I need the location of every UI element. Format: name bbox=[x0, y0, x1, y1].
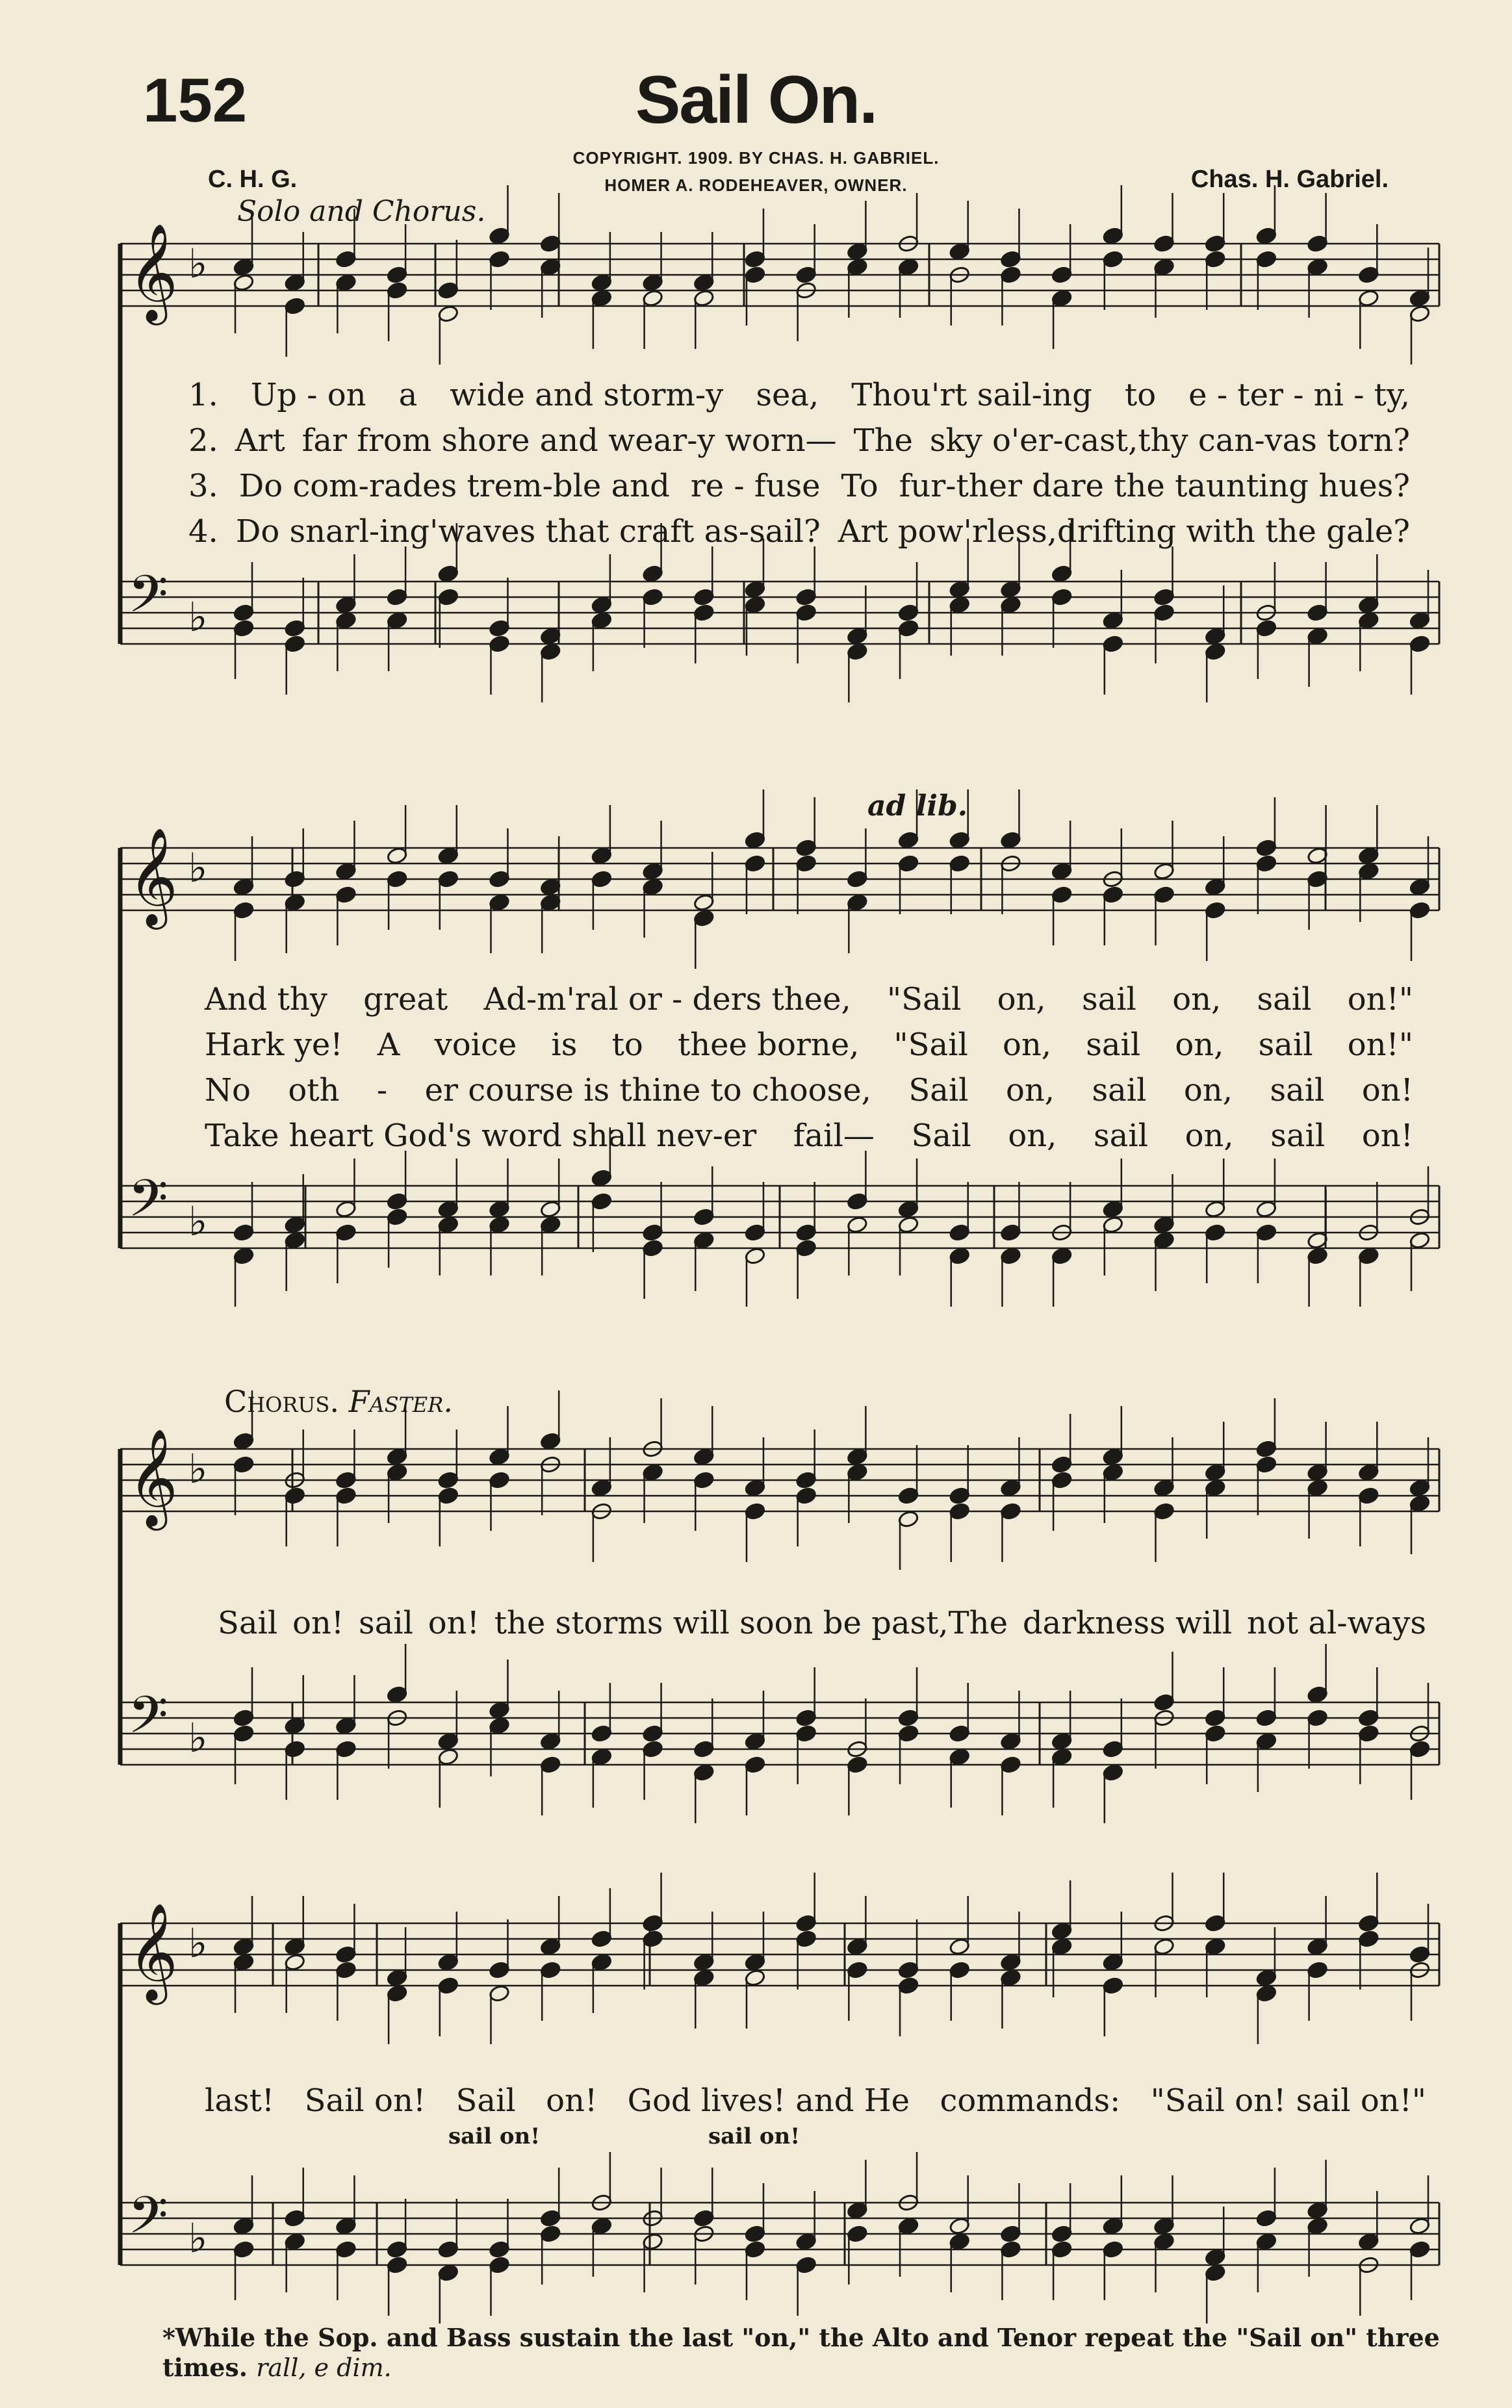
lyric-word: on, bbox=[1183, 1072, 1233, 1108]
verse-line bbox=[205, 1118, 1413, 1154]
lyric-word: er course is thine to choose, bbox=[424, 1072, 871, 1108]
lyric-word: sail bbox=[1092, 1072, 1147, 1108]
lyric-word: on, bbox=[1008, 1118, 1057, 1154]
lyric-word: on! bbox=[292, 1605, 344, 1641]
chorus-lyrics-line2 bbox=[205, 2082, 1426, 2119]
lyric-word: sea, bbox=[756, 377, 819, 413]
lyric-word: 2. bbox=[188, 422, 218, 459]
lyric-word: to bbox=[611, 1027, 643, 1063]
lyric-word: re - fuse bbox=[690, 468, 821, 504]
lyric-word: darkness will bbox=[1022, 1605, 1233, 1641]
svg-text:♭: ♭ bbox=[188, 844, 208, 891]
chorus-label: Chorus. bbox=[224, 1384, 339, 1419]
svg-text:♭: ♭ bbox=[188, 240, 208, 287]
svg-text:𝄢: 𝄢 bbox=[128, 564, 168, 637]
owner-line: HOMER A. RODEHEAVER, OWNER. bbox=[604, 175, 908, 195]
lyric-word: To bbox=[841, 468, 878, 504]
lyric-word: Sail bbox=[218, 1605, 278, 1641]
svg-text:♭: ♭ bbox=[188, 1198, 208, 1245]
lyric-word: sail bbox=[1257, 981, 1312, 1018]
lyric-word: Sail on! bbox=[304, 2082, 426, 2119]
svg-text:𝄞: 𝄞 bbox=[128, 1428, 178, 1526]
lyricist-credit: C. H. G. bbox=[208, 166, 298, 193]
lyric-word: Sail bbox=[911, 1118, 971, 1154]
lyric-word: on!" bbox=[1347, 1027, 1413, 1063]
lyric-word: 3. bbox=[188, 468, 218, 504]
page-number: 152 bbox=[143, 66, 248, 135]
chorus-echo-1: sail on! bbox=[448, 2123, 541, 2149]
lyric-word: God lives! and He bbox=[627, 2082, 910, 2119]
lyric-word: sail bbox=[358, 1605, 413, 1641]
lyric-word: "Sail bbox=[893, 1027, 968, 1063]
lyric-word: on, bbox=[1175, 1027, 1224, 1063]
lyric-word: commands: bbox=[940, 2082, 1121, 2119]
lyric-word: on! bbox=[428, 1605, 480, 1641]
lyric-word: great bbox=[363, 981, 448, 1018]
lyric-word: Do snarl-ing'waves that craft as-sail? bbox=[235, 513, 821, 550]
svg-text:♭: ♭ bbox=[188, 2214, 208, 2262]
verse-line bbox=[205, 981, 1413, 1018]
lyric-word: sail bbox=[1094, 1118, 1148, 1154]
lyric-word: fur-ther dare the taunting hues? bbox=[899, 468, 1410, 504]
svg-text:♭: ♭ bbox=[188, 593, 208, 641]
lyric-word: far from shore and wear-y worn— bbox=[301, 422, 837, 459]
lyric-word: on! bbox=[1361, 1072, 1413, 1108]
lyric-word: A bbox=[377, 1027, 400, 1063]
lyric-word: 1. bbox=[188, 377, 218, 413]
lyric-word: 4. bbox=[188, 513, 218, 550]
chorus-lyrics-line1 bbox=[218, 1605, 1426, 1641]
lyric-word: Sail bbox=[908, 1072, 969, 1108]
lyric-word: The bbox=[853, 422, 913, 459]
lyric-word: a bbox=[398, 377, 418, 413]
lyric-word: on, bbox=[1172, 981, 1222, 1018]
verse-line bbox=[188, 468, 1410, 504]
lyric-word: fail— bbox=[793, 1118, 875, 1154]
lyric-word: oth bbox=[288, 1072, 340, 1108]
lyric-word: on!" bbox=[1347, 981, 1413, 1018]
lyric-word: thee borne, bbox=[677, 1027, 860, 1063]
solo-chorus-direction: Solo and Chorus. bbox=[237, 195, 486, 228]
lyric-word: Ad-m'ral or - ders thee, bbox=[483, 981, 851, 1018]
chorus-tempo: Faster. bbox=[348, 1384, 453, 1419]
svg-text:♭: ♭ bbox=[188, 1714, 208, 1761]
lyric-word: No bbox=[205, 1072, 251, 1108]
lyric-word: wide and storm-y bbox=[450, 377, 724, 413]
lyric-word: on, bbox=[1002, 1027, 1052, 1063]
lyric-word: sail bbox=[1081, 981, 1136, 1018]
copyright-line: COPYRIGHT. 1909. BY CHAS. H. GABRIEL. bbox=[572, 148, 940, 168]
lyric-word: Up - on bbox=[250, 377, 366, 413]
footnote-text: *While the Sop. and Bass sustain the last "on," the Alto and Tenor repeat the "Sail on" three times. bbox=[162, 2323, 1440, 2382]
chorus-echo-2: sail on! bbox=[708, 2123, 801, 2149]
svg-text:𝄢: 𝄢 bbox=[128, 1685, 168, 1758]
lyric-word: Sail bbox=[455, 2082, 516, 2119]
svg-text:𝄞: 𝄞 bbox=[128, 222, 178, 321]
lyric-word: on, bbox=[997, 981, 1046, 1018]
footnote bbox=[162, 2323, 1512, 2383]
lyric-word: sail bbox=[1086, 1027, 1141, 1063]
svg-text:♭: ♭ bbox=[188, 1445, 208, 1492]
hymn-title: Sail On. bbox=[635, 62, 877, 138]
lyric-word: to bbox=[1124, 377, 1157, 413]
composer-credit: Chas. H. Gabriel. bbox=[1190, 166, 1389, 193]
lyric-word: sail bbox=[1270, 1072, 1325, 1108]
lyric-word: sky o'er-cast,thy can-vas torn? bbox=[929, 422, 1410, 459]
lyric-word: not al-ways bbox=[1247, 1605, 1426, 1641]
verse-line bbox=[188, 377, 1410, 413]
lyric-word: e - ter - ni - ty, bbox=[1188, 377, 1410, 413]
lyric-word: Art bbox=[235, 422, 285, 459]
lyric-word: on! bbox=[1361, 1118, 1413, 1154]
verse-line bbox=[205, 1027, 1413, 1063]
verse-line bbox=[205, 1072, 1413, 1108]
lyric-word: on! bbox=[546, 2082, 598, 2119]
lyric-word: is bbox=[551, 1027, 578, 1063]
svg-text:𝄢: 𝄢 bbox=[128, 1168, 168, 1241]
lyric-word: "Sail on! sail on!" bbox=[1150, 2082, 1426, 2119]
svg-text:𝄞: 𝄞 bbox=[128, 1902, 178, 2001]
svg-text:𝄞: 𝄞 bbox=[128, 826, 178, 925]
lyric-word: Do com-rades trem-ble and bbox=[238, 468, 670, 504]
lyric-word: "Sail bbox=[887, 981, 962, 1018]
lyric-word: - bbox=[376, 1072, 388, 1108]
svg-text:♭: ♭ bbox=[188, 1919, 208, 1967]
lyric-word: sail bbox=[1270, 1118, 1326, 1154]
lyric-word: voice bbox=[434, 1027, 517, 1063]
footnote-marking: rall, e dim. bbox=[256, 2353, 392, 2382]
svg-text:𝄢: 𝄢 bbox=[128, 2185, 168, 2258]
lyric-word: And thy bbox=[205, 981, 327, 1018]
lyric-word: on, bbox=[1185, 1118, 1234, 1154]
lyric-word: sail bbox=[1258, 1027, 1313, 1063]
verse-line bbox=[188, 513, 1410, 550]
lyric-word: the storms will soon be past,The bbox=[494, 1605, 1008, 1641]
lyric-word: Art pow'rless,drifting with the gale? bbox=[838, 513, 1410, 550]
ad-lib-direction: ad lib. bbox=[867, 789, 968, 823]
verse-line bbox=[188, 422, 1410, 459]
lyric-word: Take heart God's word shall nev-er bbox=[205, 1118, 757, 1154]
lyric-word: Hark ye! bbox=[205, 1027, 343, 1063]
lyric-word: last! bbox=[205, 2082, 275, 2119]
lyric-word: Thou'rt sail-ing bbox=[851, 377, 1092, 413]
lyric-word: on, bbox=[1005, 1072, 1055, 1108]
